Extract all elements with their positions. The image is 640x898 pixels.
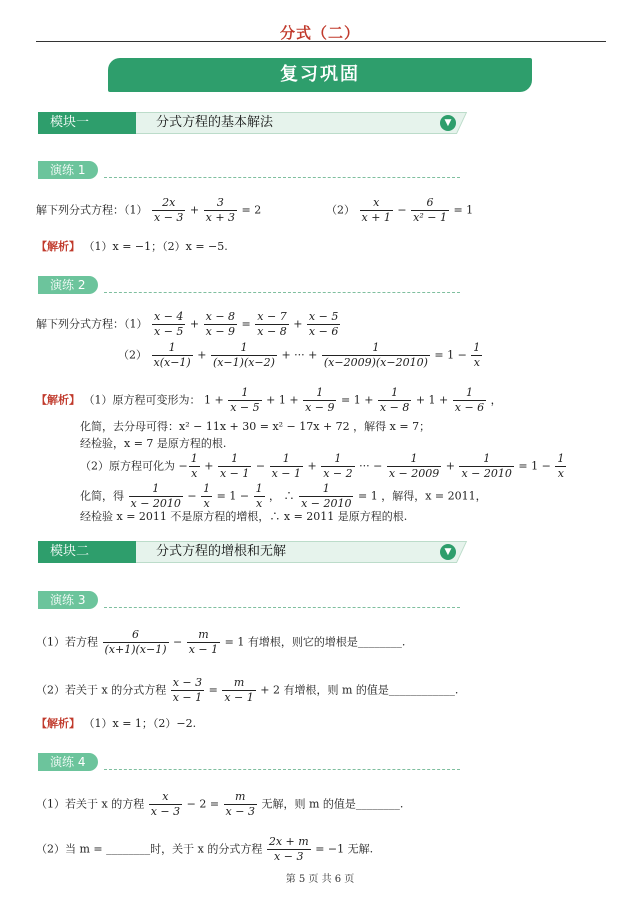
p1-q2-prefix: （2） — [326, 203, 355, 217]
p1-question-1: 解下列分式方程：（1） $\frac{2x}{x - 3}$ + $\frac{3}{x + 3}$ = 2 — [36, 196, 262, 224]
answer-prefix: 化简，得 — [80, 489, 124, 503]
p2-q2-prefix: （2） — [118, 348, 147, 362]
p1-q-prefix: 解下列分式方程：（1） — [36, 203, 148, 217]
fraction: $\frac{1}{(x-2009)(x-2010)}$ — [323, 341, 428, 369]
fraction: $\frac{6}{\text{x² − 1}}$ — [413, 196, 447, 224]
p3-question-1: （1）若方程 $\frac{6}{(x+1)(x-1)}$ − $\frac{m}{x - 1}$ = 1 有增根，则它的增根是________. — [36, 628, 406, 656]
practice-tag: 演练 3 — [38, 591, 98, 609]
fraction: $\frac{1}{x - 2009}$ — [388, 452, 440, 480]
fraction: $\frac{2x + m}{x - 3}$ — [268, 835, 309, 863]
p2-question-2: （2） $\frac{1}{x(x-1)}$ + $\frac{1}{(x-1)(x-2)}$ + ··· + $\frac{1}{(x-2009)(x-2010)}$ = 1 − $\frac{1}{x}$ — [118, 341, 481, 369]
chevron-down-icon[interactable]: ▼ — [440, 544, 456, 560]
answer-text: （1）x = 1；（2）−2. — [83, 717, 197, 730]
p1-question-2: （2） $\frac{x}{x + 1}$ − $\frac{6}{\text{x² − 1}}$ = 1 — [326, 196, 474, 224]
fraction: $\frac{x - 8}{x - 9}$ — [205, 310, 236, 338]
module-tag: 模块一 — [38, 112, 136, 134]
fraction: $\frac{1}{x - 8}$ — [379, 386, 410, 414]
fraction: $\frac{1}{x - 5}$ — [230, 386, 260, 414]
fraction: $\frac{1}{x - 2010}$ — [301, 482, 352, 510]
section-banner: 复习巩固 — [108, 58, 532, 92]
dashed-divider — [104, 292, 460, 293]
question-prefix: （1）若方程 — [36, 635, 98, 649]
fraction: $\frac{1}{x - 6}$ — [454, 386, 485, 414]
p4-question-1: （1）若关于 x 的方程 $\frac{x}{x - 3}$ − 2 = $\frac{m}{x - 3}$ 无解，则 m 的值是________. — [36, 790, 404, 818]
practice-tag: 演练 1 — [38, 161, 98, 179]
fraction: $\frac{x - 5}{x - 6}$ — [308, 310, 339, 338]
fraction: $\frac{1}{x - 2}$ — [323, 452, 353, 480]
dashed-divider — [104, 769, 460, 770]
p2-q-prefix: 解下列分式方程：（1） — [36, 317, 148, 331]
fraction: $\frac{x}{x + 1}$ — [361, 196, 391, 224]
p2-answer-line-1: 【解析】 （1）原方程可变形为： 1 + $\frac{1}{x - 5}$ + 1 + $\frac{1}{x - 9}$ = 1 + $\frac{1}{x - 8}$ + 1 + $\frac{1}{x - 6}$ ， — [36, 386, 502, 414]
fraction: $\frac{m}{x - 1}$ — [224, 676, 254, 704]
page-footer: 第 5 页 共 6 页 — [285, 874, 355, 885]
p2-answer-line-6: 经检验 x = 2011 不是原方程的增根，∴ x = 2011 是原方程的根. — [80, 510, 408, 523]
p2-answer-line-5: 化简，得 $\frac{1}{x - 2010}$ − $\frac{1}{x}$ = 1 − $\frac{1}{x}$ ， ∴ $\frac{1}{x - 2010}$ = 1 ，解得，x = 2011， — [80, 482, 487, 510]
fraction: $\frac{3}{x + 3}$ — [205, 196, 236, 224]
fraction: $\frac{x - 4}{x - 5}$ — [154, 310, 184, 338]
answer-text: （1）x = −1；（2）x = −5. — [83, 240, 228, 253]
p1-answer — [36, 240, 228, 254]
chevron-down-icon[interactable]: ▼ — [440, 115, 456, 131]
question-prefix: （1）若关于 x 的方程 — [36, 797, 145, 811]
p2-answer-line-3: 经检验，x = 7 是原方程的根. — [80, 437, 227, 450]
practice-tag: 演练 4 — [38, 753, 98, 771]
answer-tag: 【解析】 — [36, 717, 80, 730]
question-suffix: = −1 无解. — [315, 842, 374, 856]
fraction: $\frac{2x}{x - 3}$ — [154, 196, 184, 224]
p4-question-2 — [36, 835, 373, 864]
fraction: $\frac{1}{x}$ — [255, 482, 263, 510]
question-prefix: （2）若关于 x 的分式方程 — [36, 683, 167, 697]
answer-tag: 【解析】 — [36, 393, 80, 407]
fraction: $\frac{1}{x}$ — [203, 482, 211, 510]
fraction: $\frac{1}{x - 1}$ — [219, 452, 250, 480]
question-prefix: （2）当 m = ________时，关于 x 的分式方程 — [36, 842, 263, 856]
fraction: $\frac{m}{x - 1}$ — [188, 628, 219, 656]
fraction: $\frac{1}{x - 2010}$ — [461, 452, 512, 480]
fraction: $\frac{1}{x}$ — [190, 452, 198, 480]
question-suffix: + 2 有增根，则 m 的值是____________. — [260, 683, 459, 697]
module-tag: 模块二 — [38, 541, 136, 563]
dashed-divider — [104, 607, 460, 608]
p3-answer — [36, 717, 196, 731]
answer-tag: 【解析】 — [36, 240, 80, 253]
fraction: $\frac{6}{(x+1)(x-1)}$ — [104, 628, 167, 656]
fraction: $\frac{x}{x - 3}$ — [150, 790, 181, 818]
answer-suffix: ，解得，x = 2011， — [381, 489, 487, 503]
answer-prefix: （1）原方程可变形为： — [83, 393, 201, 407]
fraction: $\frac{1}{(x-1)(x-2)}$ — [212, 341, 275, 369]
module-label: 分式方程的基本解法 — [156, 115, 274, 130]
dashed-divider — [104, 177, 460, 178]
fraction: $\frac{1}{x - 2010}$ — [130, 482, 181, 510]
fraction: $\frac{x - 3}{x - 1}$ — [172, 676, 203, 704]
p2-answer-line-4: （2）原方程可化为 − $\frac{1}{x}$ + $\frac{1}{x - 1}$ − $\frac{1}{x - 1}$ + $\frac{1}{x - 2}$ ··· − $\frac{1}{x - 2009}$ + $\frac{1}{x - 2010}$ = 1 − $\frac{1}{x}$ — [80, 452, 565, 480]
question-suffix: 无解，则 m 的值是________. — [261, 797, 404, 811]
fraction: $\frac{1}{x - 9}$ — [305, 386, 335, 414]
practice-tag: 演练 2 — [38, 276, 98, 294]
fraction: $\frac{1}{x(x-1)}$ — [153, 341, 191, 369]
fraction: $\frac{1}{x}$ — [473, 341, 481, 369]
answer-prefix: （2）原方程可化为 — [80, 459, 175, 473]
module-label: 分式方程的增根和无解 — [156, 544, 287, 559]
module-header-2 — [38, 541, 462, 563]
p2-answer-line-2: 化简，去分母可得：x² − 11x + 30 = x² − 17x + 72 ，解得 x = 7； — [80, 420, 431, 433]
fraction: $\frac{1}{x}$ — [557, 452, 565, 480]
fraction: $\frac{m}{x - 3}$ — [225, 790, 255, 818]
question-suffix: 有增根，则它的增根是________. — [247, 635, 406, 649]
module-header-1 — [38, 112, 462, 134]
page-title: 分式（二） — [279, 24, 360, 42]
p2-question-1: 解下列分式方程：（1） $\frac{x - 4}{x - 5}$ + $\frac{x - 8}{x - 9}$ = $\frac{x - 7}{x - 8}$ + $\frac{x - 5}{x - 6}$ — [36, 310, 339, 338]
header-rule — [36, 41, 606, 42]
fraction: $\frac{x - 7}{x - 8}$ — [257, 310, 287, 338]
p3-question-2: （2）若关于 x 的分式方程 $\frac{x - 3}{x - 1}$ = $\frac{m}{x - 1}$ + 2 有增根，则 m 的值是____________. — [36, 676, 459, 704]
fraction: $\frac{1}{x - 1}$ — [271, 452, 301, 480]
